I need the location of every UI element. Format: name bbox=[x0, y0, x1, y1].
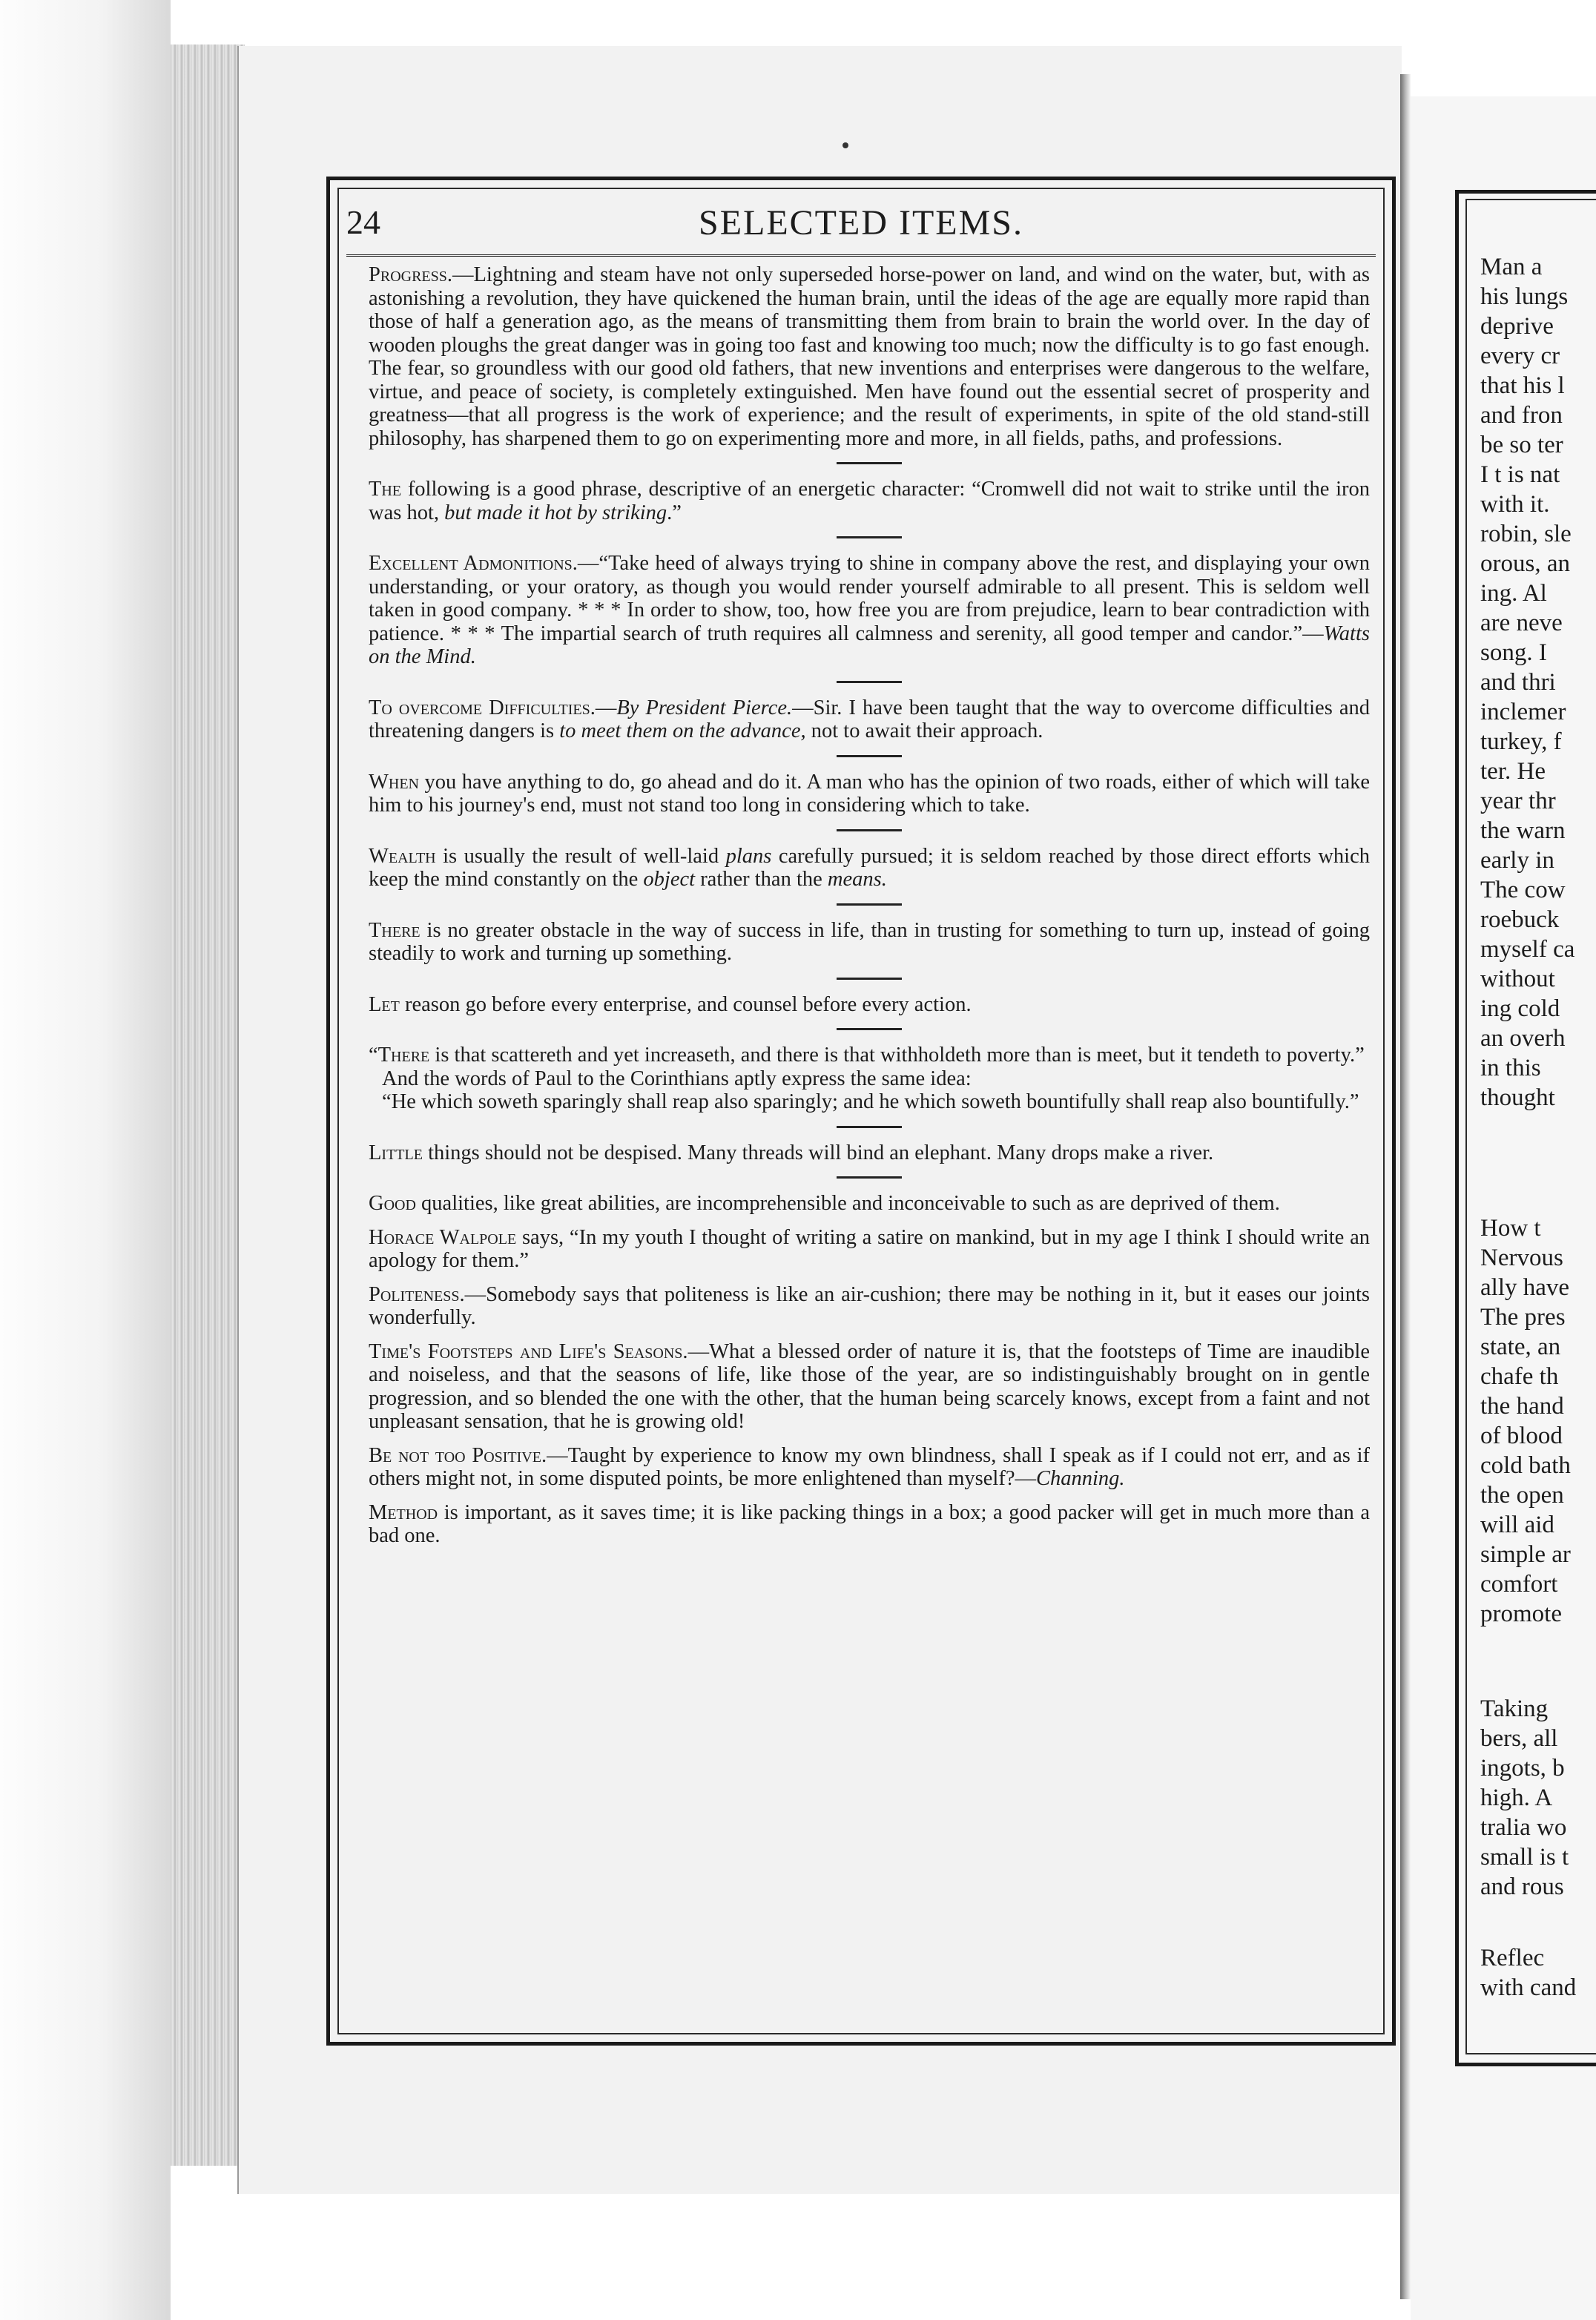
item-text: —Somebody says that politeness is like an air-cushion; there may be nothing in it, but it eases our joints wonderfully. bbox=[369, 1282, 1370, 1329]
header-rule bbox=[346, 254, 1376, 257]
right-page-line: song. I bbox=[1480, 639, 1547, 666]
page-header bbox=[346, 202, 1376, 247]
item-be-not-too-positive bbox=[369, 1444, 1370, 1491]
item-let bbox=[369, 993, 1370, 1017]
speck bbox=[842, 142, 848, 148]
item-head: Horace Walpole bbox=[369, 1225, 517, 1249]
item-head: Progress. bbox=[369, 263, 453, 286]
right-page-line: his lungs bbox=[1480, 283, 1569, 310]
right-page-line: deprive bbox=[1480, 313, 1554, 340]
item-when bbox=[369, 771, 1370, 817]
separator-rule bbox=[837, 536, 902, 538]
item-text: you have anything to do, go ahead and do it. A man who has the opinion of two roads, either of which will take him to his journey's end, must not stand too long in considering which to take. bbox=[369, 770, 1370, 817]
right-page-line: turkey, f bbox=[1480, 728, 1562, 755]
item-head: Be not too Positive. bbox=[369, 1443, 547, 1467]
item-emphasis: to meet them on the advance, bbox=[559, 719, 806, 742]
items-column bbox=[369, 263, 1370, 1548]
item-emphasis: means. bbox=[827, 868, 887, 891]
item-head: Wealth bbox=[369, 844, 436, 868]
page-title: SELECTED ITEMS. bbox=[699, 203, 1023, 243]
item-head: Method bbox=[369, 1500, 438, 1524]
right-page-line: robin, sle bbox=[1480, 521, 1572, 547]
item-cromwell bbox=[369, 478, 1370, 524]
separator-rule bbox=[837, 978, 902, 980]
right-page-line: ing. Al bbox=[1480, 580, 1547, 607]
right-page-line: ing cold bbox=[1480, 995, 1560, 1022]
item-text: — bbox=[595, 696, 617, 719]
right-page-line: ter. He bbox=[1480, 758, 1546, 785]
right-page-line: The cow bbox=[1480, 877, 1566, 903]
item-text: things should not be despised. Many threads will bind an elephant. Many drops make a river. bbox=[422, 1141, 1214, 1164]
right-page-line: in this bbox=[1480, 1055, 1541, 1081]
right-page-line: ingots, b bbox=[1480, 1755, 1565, 1782]
right-page-line: simple ar bbox=[1480, 1541, 1571, 1568]
right-text-block-1 bbox=[1480, 252, 1596, 1113]
separator-rule bbox=[837, 462, 902, 464]
right-page-line: roebuck bbox=[1480, 906, 1560, 933]
item-method bbox=[369, 1501, 1370, 1548]
item-scattereth-line2: And the words of Paul to the Corinthians aptly express the same idea: bbox=[382, 1067, 972, 1090]
item-good bbox=[369, 1192, 1370, 1216]
right-page-line: early in bbox=[1480, 847, 1554, 874]
right-page-line: Reflec bbox=[1480, 1945, 1545, 1971]
right-page-line: thought bbox=[1480, 1084, 1555, 1111]
item-text: says, “In my youth I thought of writing a satire on mankind, but in my age I think I should write an apology for them.” bbox=[369, 1225, 1370, 1272]
right-page-line: ally have bbox=[1480, 1274, 1570, 1301]
item-head: Time's Footsteps and Life's Seasons. bbox=[369, 1339, 688, 1363]
right-text-block-4 bbox=[1480, 1943, 1596, 2003]
item-text: is that scattereth and yet increaseth, and there is that withholdeth more than is meet, but it tendeth to poverty.” bbox=[429, 1044, 1365, 1067]
right-page-line: comfort bbox=[1480, 1571, 1558, 1598]
item-scattereth bbox=[369, 1044, 1370, 1067]
separator-rule bbox=[837, 681, 902, 683]
right-page-line: of blood bbox=[1480, 1423, 1563, 1449]
item-emphasis: Channing. bbox=[1035, 1467, 1125, 1490]
item-emphasis: but made it hot by striking bbox=[444, 501, 667, 524]
item-walpole bbox=[369, 1226, 1370, 1273]
item-text: —Taught by experience to know my own blindness, shall I speak as if I could not err, and as if others might not, in some disputed points, be more enlightened than myself?— bbox=[369, 1443, 1371, 1490]
right-page-line: cold bath bbox=[1480, 1452, 1571, 1479]
right-page-line: the warn bbox=[1480, 817, 1566, 844]
item-scattereth-line3: “He which soweth sparingly shall reap also sparingly; and he which soweth bountifully shall reap also bountifully.” bbox=[382, 1090, 1359, 1113]
item-head: Good bbox=[369, 1192, 416, 1215]
separator-rule bbox=[837, 903, 902, 906]
page-edges bbox=[171, 45, 245, 2166]
right-text-block-3 bbox=[1480, 1694, 1596, 1902]
item-times-footsteps bbox=[369, 1340, 1370, 1434]
right-text-block-2 bbox=[1480, 1213, 1596, 1629]
item-head: Politeness. bbox=[369, 1282, 465, 1306]
item-text-tail: .” bbox=[667, 501, 682, 524]
book-gutter bbox=[1400, 74, 1411, 2299]
right-page-line: and fron bbox=[1480, 402, 1563, 429]
right-page-line: year thr bbox=[1480, 788, 1556, 814]
item-politeness bbox=[369, 1283, 1370, 1330]
right-page-line: I t is nat bbox=[1480, 461, 1560, 488]
item-head: Let bbox=[369, 992, 400, 1016]
item-text: reason go before every enterprise, and counsel before every action. bbox=[399, 992, 972, 1016]
item-little bbox=[369, 1141, 1370, 1165]
right-page-line: orous, an bbox=[1480, 550, 1570, 577]
item-head: Little bbox=[369, 1141, 423, 1164]
item-head: “There bbox=[369, 1044, 430, 1067]
right-page-line: tralia wo bbox=[1480, 1814, 1567, 1841]
right-page-line: small is t bbox=[1480, 1844, 1569, 1871]
right-page-line: and rous bbox=[1480, 1874, 1564, 1900]
right-page-line: myself ca bbox=[1480, 936, 1575, 963]
right-page-line: the open bbox=[1480, 1482, 1564, 1509]
right-page-line: that his l bbox=[1480, 372, 1565, 399]
separator-rule bbox=[837, 1126, 902, 1128]
item-emphasis: object bbox=[643, 868, 696, 891]
item-text: —What a blessed order of nature it is, that the footsteps of Time are inaudible and noiseless, and that the seasons of life, like those of the year, are so indistinguishably brought on in gentle progression, and so blended the one with the other, that the human being scarcely knows, except from a faint and not unpleasant sensation, that he is growing old! bbox=[369, 1339, 1370, 1433]
right-page-line: with it. bbox=[1480, 491, 1550, 518]
item-text: is important, as it saves time; it is like packing things in a box; a good packer will get in much more than a bad one. bbox=[369, 1500, 1370, 1547]
right-page-line: the hand bbox=[1480, 1393, 1564, 1420]
right-page-line: an overh bbox=[1480, 1025, 1566, 1052]
right-page-line: and thri bbox=[1480, 669, 1556, 696]
right-page-line: Taking bbox=[1480, 1695, 1549, 1722]
right-page-line: How t bbox=[1480, 1215, 1541, 1242]
item-text-tail: not to await their approach. bbox=[805, 719, 1043, 742]
item-emphasis: By President Pierce. bbox=[616, 696, 793, 719]
right-page-line: high. A bbox=[1480, 1785, 1553, 1811]
right-page-line: without bbox=[1480, 966, 1555, 992]
right-page-line: The pres bbox=[1480, 1304, 1566, 1331]
item-text: qualities, like great abilities, are incomprehensible and inconceivable to such as are deprived of them. bbox=[415, 1192, 1280, 1215]
item-head: To overcome Difficulties. bbox=[369, 696, 596, 719]
right-page-line: every cr bbox=[1480, 343, 1560, 369]
item-text: —Lightning and steam have not only superseded horse-power on land, and wind on the water, but, with as astonishing a revolution, they have quickened the human brain, until the ideas of the age are equally more rapid than those of half a generation ago, as the means of transmitting them from brain to brain the world over. In the day of wooden ploughs the great danger was in going too fast and knowing too much; now the difficulty is to go fast enough. The fear, so groundless with our good old fathers, that new inventions and enterprises were dangerous to the welfare, virtue, and peace of society, is completely extinguished. Men have found out the essential secret of prosperity and greatness—that all progress is the work of experience; and the result of experiments, in spite of the old stand-still philosophy, has sharpened them to go on experimenting more and more, in all fields, paths, and professions. bbox=[369, 263, 1370, 450]
right-page-line: with cand bbox=[1480, 1974, 1577, 2001]
separator-rule bbox=[837, 755, 902, 757]
right-page-line: Man a bbox=[1480, 254, 1543, 280]
item-text: —“Take heed of always trying to shine in company above the rest, and displaying your own understanding, or your oratory, as though you would render yourself admirable to all present. This is seldom well taken in good company. * * * In order to show, too, how free you are from prejudice, learn to bear contradiction with patience. * * * The impartial search of truth requires all calmness and serenity, all good temper and candor.”— bbox=[369, 552, 1371, 645]
item-head: Excellent Admonitions. bbox=[369, 552, 578, 575]
right-page-line: will aid bbox=[1480, 1512, 1554, 1538]
right-page-line: chafe th bbox=[1480, 1363, 1559, 1390]
item-wealth bbox=[369, 845, 1370, 892]
item-head: The bbox=[369, 478, 402, 501]
item-admonitions bbox=[369, 552, 1370, 669]
right-page-line: are neve bbox=[1480, 610, 1563, 636]
item-text-tail: —Sir. I have been taught that the way to overcome difficulties and threatening dangers is bbox=[369, 696, 1371, 742]
item-there bbox=[369, 919, 1370, 966]
separator-rule bbox=[837, 829, 902, 831]
right-page-line: inclemer bbox=[1480, 699, 1566, 725]
item-progress bbox=[369, 263, 1370, 450]
separator-rule bbox=[837, 1176, 902, 1179]
right-page-line: promote bbox=[1480, 1601, 1562, 1627]
book-spine-shadow bbox=[0, 0, 171, 2320]
right-page-line: bers, all bbox=[1480, 1725, 1558, 1752]
item-text-tail: rather than the bbox=[695, 868, 828, 891]
right-page-line: state, an bbox=[1480, 1334, 1561, 1360]
page-number: 24 bbox=[346, 203, 380, 241]
selected-items-frame bbox=[326, 177, 1396, 2046]
item-head: When bbox=[369, 770, 420, 794]
right-page-line: Nervous bbox=[1480, 1245, 1563, 1271]
right-page-line: be so ter bbox=[1480, 432, 1563, 458]
separator-rule bbox=[837, 1028, 902, 1030]
item-head: There bbox=[369, 918, 421, 942]
item-text: is no greater obstacle in the way of success in life, than in trusting for something to turn up, instead of going steadily to work and turning up something. bbox=[369, 918, 1370, 965]
item-text: following is a good phrase, descriptive of an energetic character: “Cromwell did not wait to strike until the iron was hot, bbox=[369, 478, 1370, 524]
item-emphasis: Watts on the Mind. bbox=[369, 622, 1370, 668]
item-text-tail: carefully pursued; it is seldom reached by those direct efforts which keep the mind constantly on the bbox=[369, 844, 1370, 891]
item-difficulties bbox=[369, 696, 1370, 743]
item-text: is usually the result of well-laid bbox=[435, 844, 726, 868]
item-emphasis: plans bbox=[725, 844, 772, 868]
